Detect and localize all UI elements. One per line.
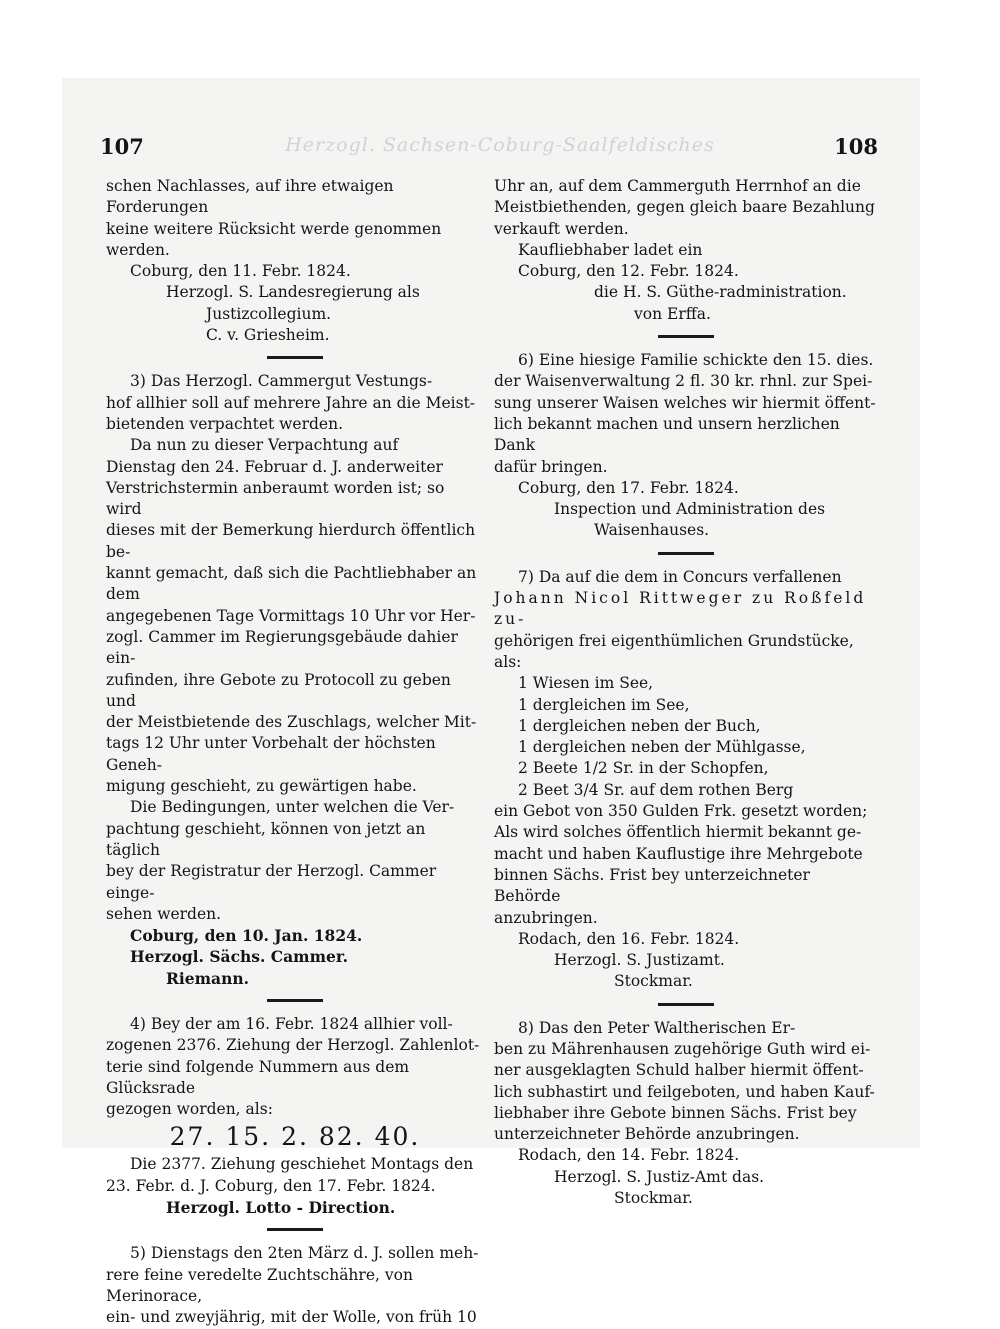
text-line: unterzeichneter Behörde anzubringen. bbox=[494, 1125, 800, 1144]
text-line: anzubringen. bbox=[494, 908, 598, 927]
text-line: angegebenen Tage Vormittags 10 Uhr vor Her- bbox=[106, 606, 476, 625]
date-line: Coburg, den 10. Jan. 1824. bbox=[130, 926, 363, 946]
text-line: Da nun zu dieser Verpachtung auf bbox=[130, 436, 399, 455]
text-line: gehörigen frei eigenthümlichen Grundstücke, als: bbox=[494, 631, 854, 671]
text-line: bietenden verpachtet werden. bbox=[106, 414, 344, 433]
text-line: dafür bringen. bbox=[494, 457, 608, 476]
notice-5-heading: 5) Dienstags den 2ten März d. J. sollen meh- bbox=[130, 1244, 479, 1263]
signatory-name: von Erffa. bbox=[634, 304, 711, 323]
signature-line: Justizcollegium. bbox=[206, 304, 332, 323]
text-line: lich bekannt machen und unsern herzlichen Dank bbox=[494, 414, 840, 455]
signature-line: Herzogl. Lotto - Direction. bbox=[166, 1198, 396, 1218]
page-number-right: 108 bbox=[834, 134, 878, 159]
running-title: Herzogl. Sachsen-Coburg-Saalfeldisches bbox=[285, 134, 715, 156]
list-item: 1 dergleichen neben der Mühlgasse, bbox=[518, 738, 806, 757]
text-line: Die Bedingungen, unter welchen die Ver- bbox=[130, 798, 455, 817]
text-line: schen Nachlasses, auf ihre etwaigen Forderungen bbox=[106, 177, 394, 217]
text-line: ein Gebot von 350 Gulden Frk. gesetzt worden; bbox=[494, 802, 868, 821]
notice-4-heading: 4) Bey der am 16. Febr. 1824 allhier voll- bbox=[130, 1014, 453, 1033]
signatory-name: Stockmar. bbox=[614, 1189, 693, 1208]
separator-rule bbox=[267, 356, 323, 359]
separator-rule bbox=[267, 999, 323, 1002]
text-line: Johann Nicol Rittweger zu Roßfeld zu- bbox=[494, 589, 867, 629]
text-line: rere feine veredelte Zuchtschähre, von Merinorace, bbox=[106, 1265, 413, 1305]
list-item: 2 Beet 3/4 Sr. auf dem rothen Berg bbox=[518, 780, 794, 799]
right-column bbox=[494, 176, 878, 1209]
text-line: sung unserer Waisen welches wir hiermit öffent- bbox=[494, 393, 876, 412]
notice-8-heading: 8) Das den Peter Waltherischen Er- bbox=[518, 1018, 796, 1037]
text-line: Kaufliebhaber ladet ein bbox=[518, 240, 703, 259]
text-line: ein- und zweyjährig, mit der Wolle, von früh 10 bbox=[106, 1308, 477, 1327]
separator-rule bbox=[658, 1003, 714, 1006]
signatory-name: C. v. Griesheim. bbox=[206, 326, 330, 345]
signature-line: Herzogl. S. Landesregierung als bbox=[166, 283, 420, 302]
text-line: binnen Sächs. Frist bey unterzeichneter Behörde bbox=[494, 865, 810, 906]
text-line: Verstrichstermin anberaumt worden ist; so wird bbox=[106, 478, 445, 519]
signatory-name: Riemann. bbox=[166, 968, 250, 988]
page-number-left: 107 bbox=[100, 134, 144, 159]
text-line: ner ausgeklagten Schuld halber hiermit öffent- bbox=[494, 1061, 864, 1080]
text-line: Uhr an, auf dem Cammerguth Herrnhof an die bbox=[494, 177, 861, 195]
signature-line: Herzogl. S. Justizamt. bbox=[554, 951, 725, 970]
text-line: Meistbiethenden, gegen gleich baare Bezahlung bbox=[494, 198, 875, 217]
separator-rule bbox=[267, 1228, 323, 1231]
signatory-name: Stockmar. bbox=[614, 972, 693, 991]
date-line: Coburg, den 12. Febr. 1824. bbox=[518, 262, 739, 281]
notice-3-heading: 3) Das Herzogl. Cammergut Vestungs- bbox=[130, 372, 433, 391]
date-line: Rodach, den 16. Febr. 1824. bbox=[518, 929, 740, 948]
text-line: tags 12 Uhr unter Vorbehalt der höchsten Geneh- bbox=[106, 734, 436, 774]
text-line: Die 2377. Ziehung geschiehet Montags den bbox=[130, 1155, 474, 1174]
text-line: terie sind folgende Nummern aus dem Glücksrade bbox=[106, 1057, 410, 1097]
list-item: 1 dergleichen im See, bbox=[518, 695, 690, 714]
notice-7-heading: 7) Da auf die dem in Concurs verfallenen bbox=[518, 567, 842, 586]
signature-line: Waisenhauses. bbox=[594, 521, 710, 540]
date-line: Rodach, den 14. Febr. 1824. bbox=[518, 1146, 740, 1165]
signature-line: Inspection und Administration des bbox=[554, 500, 826, 519]
text-line: Dienstag den 24. Februar d. J. anderweiter bbox=[106, 457, 443, 476]
signature-line: Herzogl. S. Justiz-Amt das. bbox=[554, 1167, 765, 1186]
text-line: migung geschieht, zu gewärtigen habe. bbox=[106, 777, 417, 796]
list-item: 2 Beete 1/2 Sr. in der Schopfen, bbox=[518, 759, 769, 778]
text-line: lich subhastirt und feilgeboten, und haben Kauf- bbox=[494, 1082, 875, 1101]
text-line: der Waisenverwaltung 2 fl. 30 kr. rhnl. zur Spei- bbox=[494, 372, 873, 391]
text-line: verkauft werden. bbox=[494, 219, 629, 238]
list-item: 1 dergleichen neben der Buch, bbox=[518, 716, 761, 735]
separator-rule bbox=[658, 335, 714, 338]
text-line: ben zu Mährenhausen zugehörige Guth wird ei- bbox=[494, 1039, 871, 1058]
date-line: Coburg, den 11. Febr. 1824. bbox=[130, 262, 351, 281]
text-line: zogenen 2376. Ziehung der Herzogl. Zahlenlot- bbox=[106, 1036, 480, 1055]
text-line: zufinden, ihre Gebote zu Protocoll zu geben und bbox=[106, 670, 451, 710]
text-line: gezogen worden, als: bbox=[106, 1100, 273, 1119]
text-line: pachtung geschieht, können von jetzt an täglich bbox=[106, 819, 426, 859]
left-column bbox=[106, 176, 484, 1329]
notice-6-heading: 6) Eine hiesige Familie schickte den 15. dies. bbox=[518, 351, 874, 370]
text-line: liebhaber ihre Gebote binnen Sächs. Frist bey bbox=[494, 1103, 857, 1122]
text-line: keine weitere Rücksicht werde genommen werden. bbox=[106, 219, 442, 259]
signature-line: Herzogl. Sächs. Cammer. bbox=[130, 947, 348, 967]
text-line: bey der Registratur der Herzogl. Cammer einge- bbox=[106, 862, 437, 902]
text-line: 23. Febr. d. J. Coburg, den 17. Febr. 1824. bbox=[106, 1176, 436, 1195]
text-line: dieses mit der Bemerkung hierdurch öffentlich be- bbox=[106, 521, 476, 561]
separator-rule bbox=[658, 552, 714, 555]
date-line: Coburg, den 17. Febr. 1824. bbox=[518, 478, 739, 497]
signature-line: die H. S. Güthe-radministration. bbox=[594, 283, 847, 302]
scanned-page bbox=[62, 78, 920, 1327]
text-line: kannt gemacht, daß sich die Pachtliebhaber an dem bbox=[106, 564, 477, 604]
text-line: hof allhier soll auf mehrere Jahre an die Meist- bbox=[106, 393, 476, 412]
text-line: sehen werden. bbox=[106, 904, 222, 923]
text-line: Als wird solches öffentlich hiermit bekannt ge- bbox=[494, 823, 862, 842]
list-item: 1 Wiesen im See, bbox=[518, 674, 654, 693]
text-line: macht und haben Kauflustige ihre Mehrgebote bbox=[494, 844, 863, 863]
text-line: zogl. Cammer im Regierungsgebäude dahier ein- bbox=[106, 627, 458, 668]
text-line: der Meistbietende des Zuschlags, welcher Mit- bbox=[106, 713, 477, 732]
lottery-numbers: 27. 15. 2. 82. 40. bbox=[169, 1122, 421, 1152]
